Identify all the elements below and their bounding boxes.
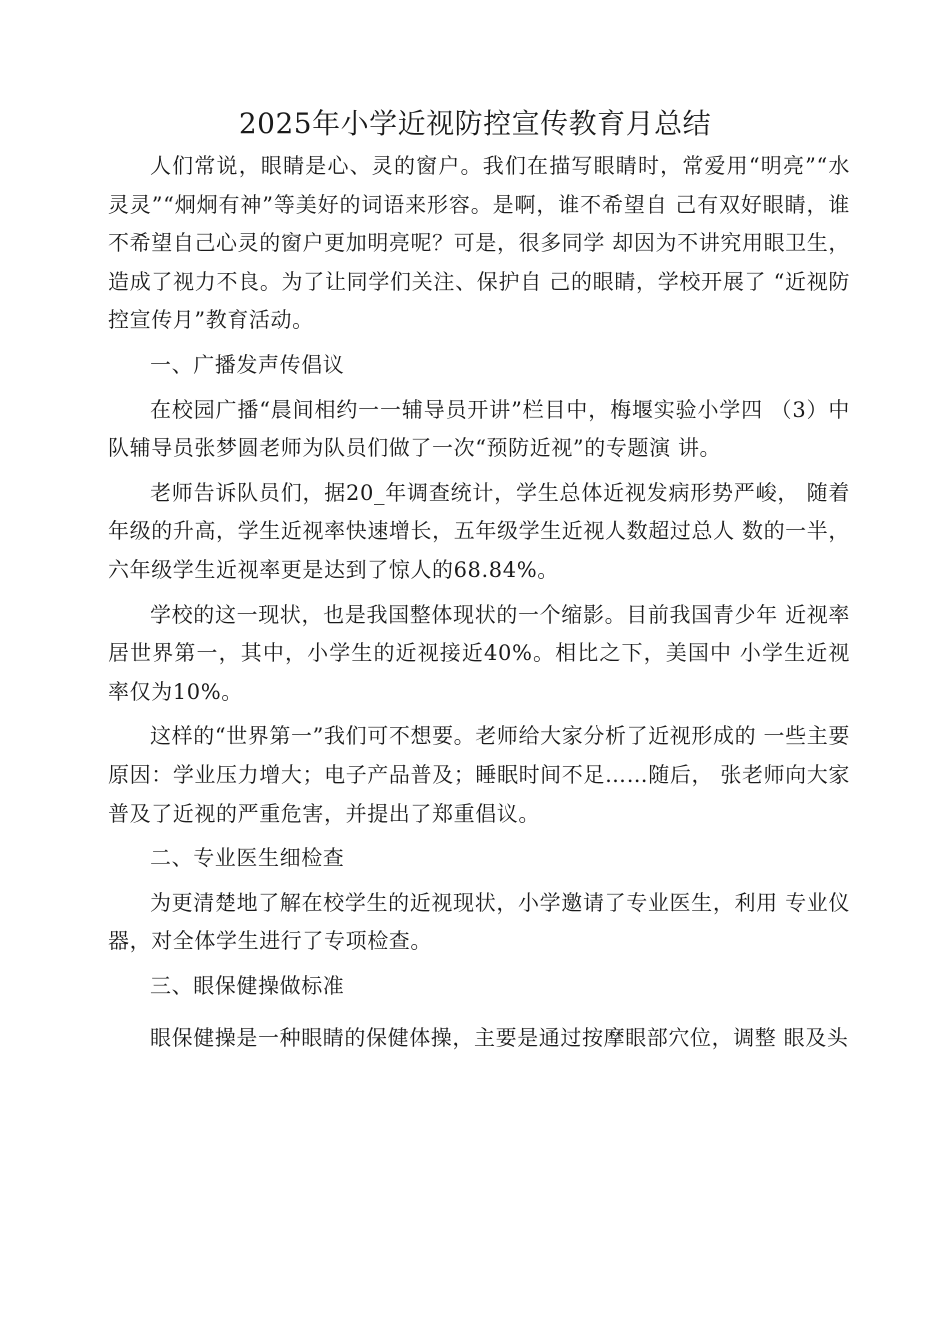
paragraph-broadcast: 在校园广播“晨间相约一一辅导员开讲”栏目中，梅堰实验小学四 （3）中队辅导员张梦圆老师为队员们做了一次“预防近视”的专题演 讲。 [108, 397, 850, 461]
paragraph-causes: 这样的“世界第一”我们可不想要。老师给大家分析了近视形成的 一些主要原因：学业压力增大；电子产品普及；睡眠时间不足……随后， 张老师向大家普及了近视的严重危害，并提出了郑重倡议。 [108, 724, 850, 826]
section-heading-1: 一、广播发声传倡议 [150, 352, 345, 377]
paragraph-eye-exercise: 眼保健操是一种眼睛的保健体操，主要是通过按摩眼部穴位，调整 眼及头 [150, 1026, 849, 1051]
section-heading-2: 二、专业医生细检查 [150, 846, 345, 871]
section-heading-3: 三、眼保健操做标准 [150, 973, 345, 998]
paragraph-statistics: 老师告诉队员们，据20_年调查统计，学生总体近视发病形势严峻， 随着年级的升高，学生近视率快速增长，五年级学生近视人数超过总人 数的一半，六年级学生近视率更是达到了惊人的68.84%。 [108, 480, 850, 582]
paragraph-intro: 人们常说，眼睛是心、灵的窗户。我们在描写眼睛时，常爱用“明亮”“水灵灵”“炯炯有神”等美好的词语来形容。是啊，谁不希望自 己有双好眼睛，谁不希望自己心灵的窗户更加明亮呢？可是，很多同学 却因为不讲究用眼卫生，造成了视力不良。为了让同学们关注、保护自 己的眼睛，学校开展了 “近视防控宣传月”教育活动。 [108, 154, 850, 333]
document-body [108, 145, 850, 1058]
document-title: 2025年小学近视防控宣传教育月总结 [238, 107, 712, 140]
paragraph-checkup: 为更清楚地了解在校学生的近视现状，小学邀请了专业医生，利用 专业仪器，对全体学生进行了专项检查。 [108, 890, 850, 954]
paragraph-national-status: 学校的这一现状，也是我国整体现状的一个缩影。目前我国青少年 近视率居世界第一，其中，小学生的近视接近40%。相比之下，美国中 小学生近视率仅为10%。 [108, 602, 850, 704]
